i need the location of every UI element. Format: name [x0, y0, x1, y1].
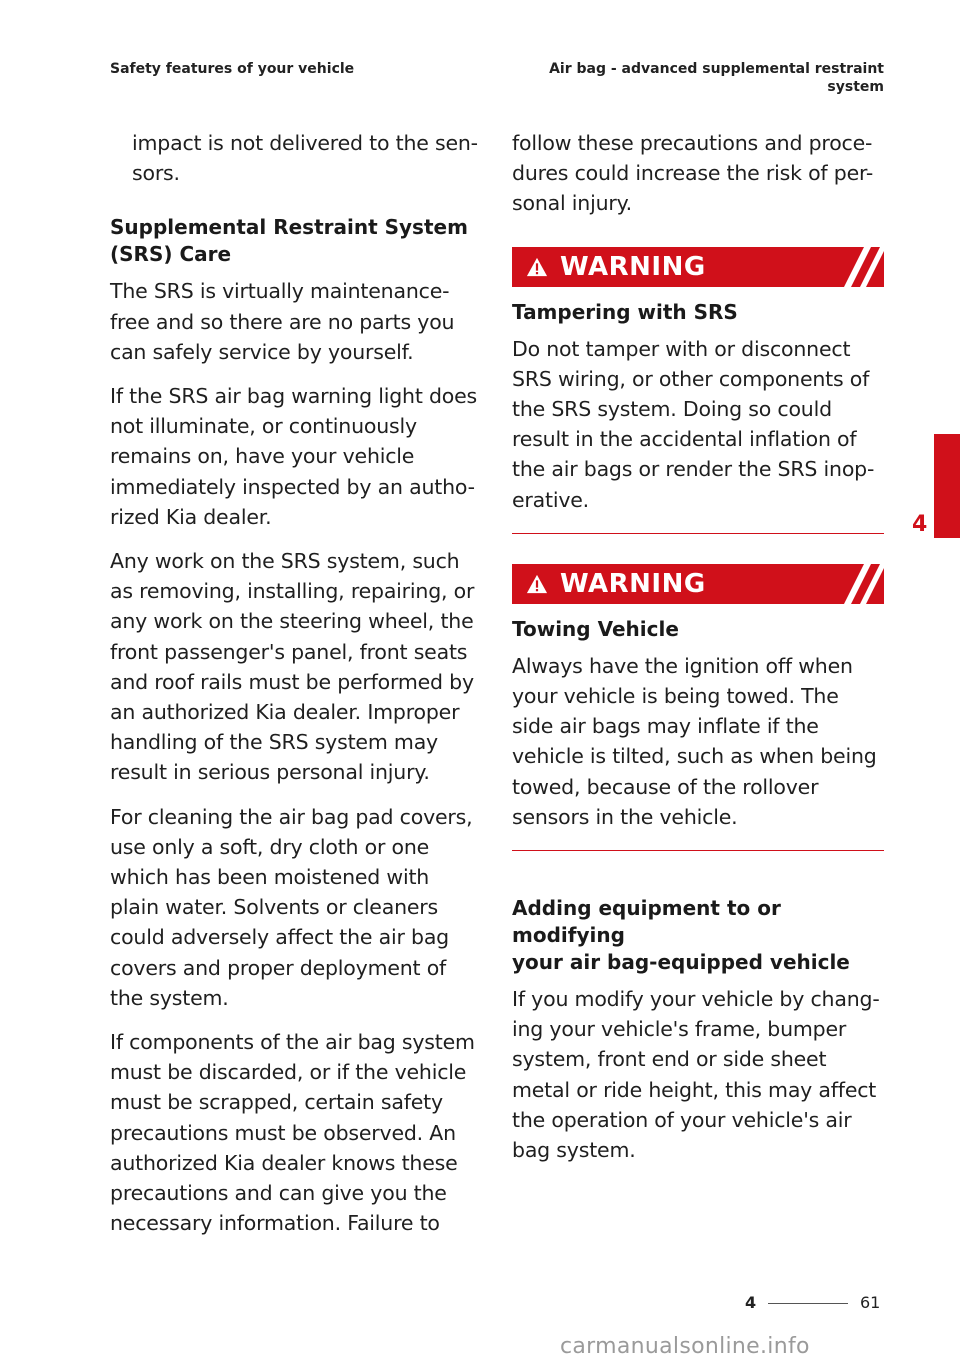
left-column — [110, 128, 478, 1253]
header-right — [544, 60, 884, 96]
footer-page-number: 61 — [860, 1293, 881, 1312]
heading-line2: your air bag-equipped vehicle — [512, 950, 850, 975]
header-left: Safety features of your vehicle — [110, 61, 355, 77]
paragraph: If components of the air bag system must be discarded, or if the vehicle must be scrapped, certain safety precautions must be observed. An authorized Kia dealer knows these precautions and can give you the necessary information. Failure to — [110, 1030, 475, 1236]
warning-text: Do not tamper with or disconnect SRS wiring, or other components of the SRS system. Doing so could result in the accidental inflation of the air bags or render the SRS inop-erative. — [512, 336, 875, 512]
warning-label: WARNING — [560, 251, 706, 282]
heading-line1: Supplemental Restraint System — [110, 215, 468, 240]
chapter-side-tab — [934, 434, 960, 538]
warning-slashes-decoration — [822, 247, 884, 287]
section-heading-srs-care — [110, 214, 478, 268]
divider — [512, 850, 884, 851]
footer-chapter: 4 — [745, 1293, 757, 1312]
footer-rule — [768, 1303, 848, 1304]
warning-bar — [512, 564, 884, 604]
header-right-line1: Air bag - advanced supplemental restraint — [549, 61, 884, 77]
chapter-side-number: 4 — [912, 512, 928, 537]
continued-paragraph: impact is not delivered to the sen-sors. — [132, 131, 478, 186]
watermark: carmanualsonline.info — [560, 1334, 810, 1359]
warning-slashes-decoration — [822, 564, 884, 604]
paragraph: Any work on the SRS system, such as removing, installing, repairing, or any work on the steering wheel, the front passenger's panel, front seats and roof rails must be performed by an authorized Kia dealer. Improper handling of the SRS system may result in serious personal injury. — [110, 549, 475, 785]
section-heading-modifying — [512, 895, 884, 976]
warning-bar — [512, 247, 884, 287]
divider — [512, 533, 884, 534]
warning-triangle-icon — [526, 256, 548, 278]
warning-title: Tampering with SRS — [512, 299, 738, 324]
continued-paragraph: follow these precautions and proce-dures could increase the risk of per-sonal injury. — [512, 131, 874, 216]
section-text: If you modify your vehicle by chang-ing your vehicle's frame, bumper system, front end or side sheet metal or ride height, this may affect the operation of your vehicle's air bag system. — [512, 987, 880, 1163]
heading-line2: (SRS) Care — [110, 242, 232, 267]
paragraph: The SRS is virtually maintenance-free and so there are no parts you can safely service by yourself. — [110, 279, 455, 364]
paragraph: For cleaning the air bag pad covers, use only a soft, dry cloth or one which has been moistened with plain water. Solvents or cleaners could adversely affect the air bag covers and proper deployment of the system. — [110, 804, 473, 1010]
warning-title: Towing Vehicle — [512, 616, 679, 641]
warning-triangle-icon — [526, 573, 548, 595]
heading-line1: Adding equipment to or modifying — [512, 896, 781, 948]
right-column — [512, 128, 884, 1179]
warning-label: WARNING — [560, 568, 706, 599]
warning-text: Always have the ignition off when your vehicle is being towed. The side air bags may inflate if the vehicle is tilted, such as when being towed, because of the rollover sensors in the vehicle. — [512, 653, 877, 829]
header-right-line2: system — [827, 79, 884, 95]
paragraph: If the SRS air bag warning light does not illuminate, or continuously remains on, have your vehicle immediately inspected by an autho-rized Kia dealer. — [110, 384, 478, 529]
